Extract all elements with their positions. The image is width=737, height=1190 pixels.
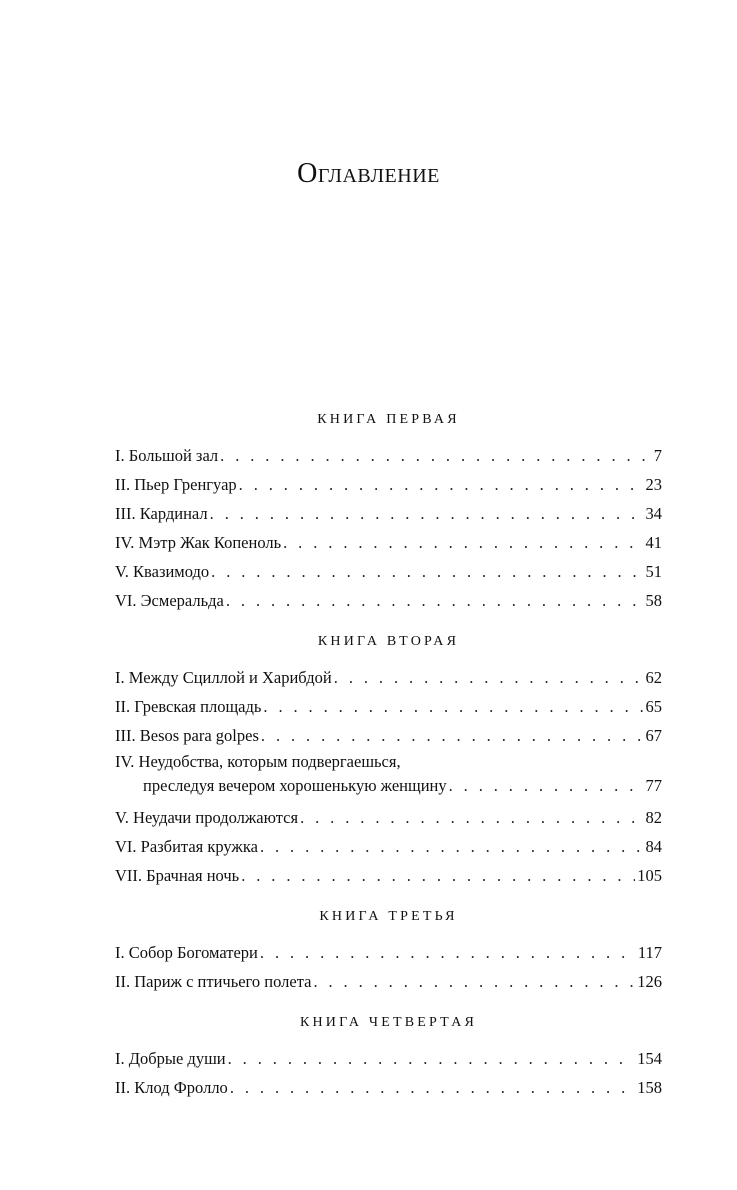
leader-dots [241,861,635,890]
toc-entry[interactable] [115,586,662,615]
entry-title: II. Париж с птичьего полета [115,972,312,991]
toc-entry[interactable] [115,441,662,470]
book-section [115,1010,662,1102]
entry-title: VI. Эсмеральда [115,591,224,610]
leader-dots [210,499,644,528]
page-number: 62 [645,668,662,687]
page-number: 77 [645,776,662,795]
toc-entry[interactable] [115,692,662,721]
page-number: 67 [645,726,662,745]
leader-dots [228,1044,636,1073]
page-number: 154 [637,1049,662,1068]
toc-entry[interactable] [115,528,662,557]
toc-entry[interactable] [115,803,662,832]
book-title: КНИГА ВТОРАЯ [317,634,460,649]
entry-title: IV. Неудобства, которым подвергаешься, [115,752,401,771]
toc-entry[interactable] [115,938,662,967]
toc-entry[interactable] [115,1044,662,1073]
page-number: 158 [637,1078,662,1097]
toc-entry[interactable] [115,721,662,750]
toc-entry[interactable] [115,861,662,890]
book-title: КНИГА ТРЕТЬЯ [319,909,458,924]
book-title: КНИГА ЧЕТВЕРТАЯ [299,1015,478,1030]
entry-title: VII. Брачная ночь [115,866,240,885]
toc-entry[interactable] [115,750,662,803]
entry-title: IV. Мэтр Жак Копеноль [115,533,282,552]
entry-title: II. Пьер Гренгуар [115,475,237,494]
entry-title: V. Квазимодо [115,562,210,581]
book-section [115,904,662,996]
entry-title: I. Между Сциллой и Харибдой [115,668,332,687]
toc-entry[interactable] [115,832,662,861]
page-number: 117 [637,943,662,962]
entry-title: I. Большой зал [115,446,219,465]
leader-dots [261,721,644,750]
page-number: 7 [653,446,662,465]
leader-dots [449,774,644,798]
toc-entry[interactable] [115,663,662,692]
page-number: 41 [645,533,662,552]
leader-dots [239,470,644,499]
leader-dots [313,967,635,996]
toc-entry[interactable] [115,470,662,499]
page-number: 105 [637,866,662,885]
table-of-contents [115,407,662,1116]
leader-dots [263,692,643,721]
entry-continuation [115,774,662,798]
entry-title-line2: преследуя вечером хорошенькую женщину [143,776,447,795]
page-number: 65 [645,697,662,716]
toc-entry[interactable] [115,967,662,996]
page-number: 84 [645,837,662,856]
book-title: КНИГА ПЕРВАЯ [317,412,460,427]
toc-entry[interactable] [115,499,662,528]
page-number: 51 [645,562,662,581]
entry-title: II. Гревская площадь [115,697,262,716]
entry-title: VI. Разбитая кружка [115,837,258,856]
leader-dots [211,557,643,586]
book-section [115,407,662,615]
entry-title: II. Клод Фролло [115,1078,228,1097]
page-number: 82 [645,808,662,827]
leader-dots [283,528,643,557]
leader-dots [230,1073,635,1102]
page-number: 34 [645,504,662,523]
book-section [115,629,662,890]
page-title: Оглавление [297,158,440,189]
toc-entry[interactable] [115,557,662,586]
page-number: 23 [645,475,662,494]
leader-dots [226,586,644,615]
page-number: 126 [637,972,662,991]
entry-title: I. Собор Богоматери [115,943,258,962]
toc-entry[interactable] [115,1073,662,1102]
entry-title: III. Besos para golpes [115,726,259,745]
leader-dots [260,832,644,861]
page-number: 58 [645,591,662,610]
leader-dots [334,663,644,692]
leader-dots [260,938,636,967]
entry-title: III. Кардинал [115,504,208,523]
leader-dots [220,441,652,470]
entry-title: V. Неудачи продолжаются [115,808,299,827]
entry-title: I. Добрые души [115,1049,226,1068]
leader-dots [300,803,643,832]
